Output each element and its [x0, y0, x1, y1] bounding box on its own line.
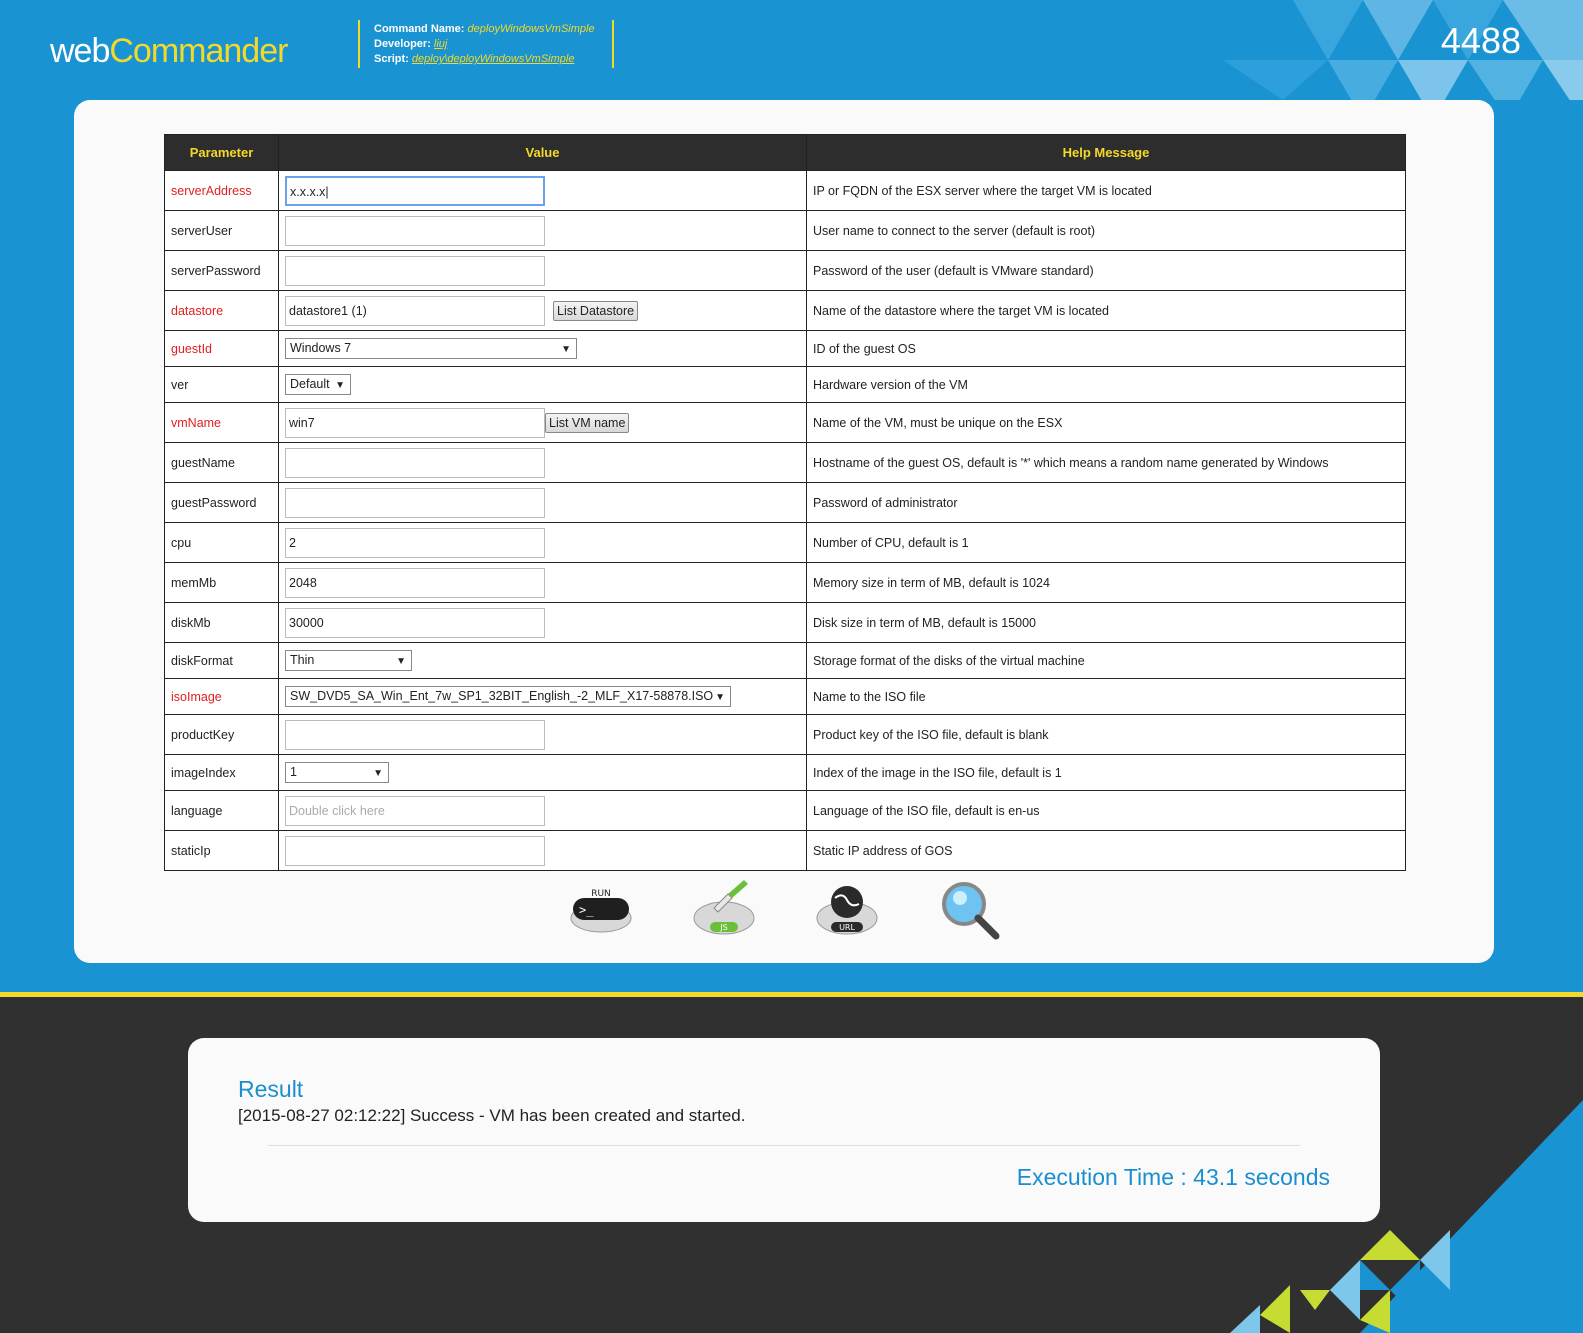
guest-id-select[interactable]: [285, 338, 577, 359]
help-message: Name of the datastore where the target VM is located: [807, 291, 1406, 331]
mem-mb-input[interactable]: 2048: [285, 568, 545, 598]
help-message: Index of the image in the ISO file, default is 1: [807, 755, 1406, 791]
cpu-input[interactable]: 2: [285, 528, 545, 558]
script-label: Script:: [374, 53, 409, 65]
url-icon[interactable]: [815, 878, 879, 942]
param-name: serverUser: [165, 211, 279, 251]
dropdown-arrow-icon: ▼: [561, 344, 571, 355]
dropdown-arrow-icon: ▼: [396, 656, 406, 667]
table-row: [165, 291, 1406, 331]
param-name: guestPassword: [165, 483, 279, 523]
server-address-input[interactable]: x.x.x.x|: [285, 176, 545, 206]
column-header-help: Help Message: [807, 135, 1406, 171]
table-row: [165, 211, 1406, 251]
table-row: [165, 755, 1406, 791]
product-key-input[interactable]: [285, 720, 545, 750]
header-bar: [0, 0, 1583, 100]
result-card: [188, 1038, 1380, 1222]
search-icon[interactable]: [938, 878, 1002, 942]
command-name-label: Command Name:: [374, 23, 465, 35]
command-name-value: deployWindowsVmSimple: [467, 23, 595, 35]
table-row: [165, 603, 1406, 643]
help-message: User name to connect to the server (default is root): [807, 211, 1406, 251]
run-icon-label: RUN: [591, 889, 611, 899]
param-name: cpu: [165, 523, 279, 563]
table-row: [165, 563, 1406, 603]
table-row: [165, 483, 1406, 523]
param-name: imageIndex: [165, 755, 279, 791]
help-message: Storage format of the disks of the virtual machine: [807, 643, 1406, 679]
select-value: Default: [290, 377, 330, 391]
table-row: [165, 403, 1406, 443]
url-icon-label: URL: [839, 923, 855, 932]
help-message: Static IP address of GOS: [807, 831, 1406, 871]
iso-image-select[interactable]: [285, 686, 731, 707]
help-message: Hardware version of the VM: [807, 367, 1406, 403]
static-ip-input[interactable]: [285, 836, 545, 866]
command-info: [358, 20, 614, 68]
table-row: [165, 831, 1406, 871]
table-row: [165, 331, 1406, 367]
param-name: language: [165, 791, 279, 831]
svg-text:>_: >_: [579, 903, 594, 917]
select-value: Windows 7: [290, 341, 352, 355]
help-message: IP or FQDN of the ESX server where the target VM is located: [807, 171, 1406, 211]
app-logo: [50, 32, 287, 71]
help-message: ID of the guest OS: [807, 331, 1406, 367]
table-row: [165, 171, 1406, 211]
param-name: memMb: [165, 563, 279, 603]
table-row: [165, 791, 1406, 831]
js-icon-label: JS: [720, 923, 728, 932]
datastore-input[interactable]: datastore1 (1): [285, 296, 545, 326]
disk-mb-input[interactable]: 30000: [285, 608, 545, 638]
param-name: serverAddress: [165, 171, 279, 211]
select-value: 1: [290, 765, 297, 779]
guest-password-input[interactable]: [285, 488, 545, 518]
image-index-select[interactable]: [285, 762, 389, 783]
triangle-decoration: [1223, 0, 1583, 100]
param-name: isoImage: [165, 679, 279, 715]
list-datastore-button[interactable]: List Datastore: [553, 301, 638, 321]
table-row: [165, 251, 1406, 291]
help-message: Disk size in term of MB, default is 15000: [807, 603, 1406, 643]
server-password-input[interactable]: [285, 256, 545, 286]
param-name: serverPassword: [165, 251, 279, 291]
language-input[interactable]: [285, 796, 545, 826]
list-vm-name-button[interactable]: List VM name: [545, 413, 629, 433]
param-name: ver: [165, 367, 279, 403]
table-row: [165, 443, 1406, 483]
job-id: 4488: [1440, 20, 1521, 61]
param-name: staticIp: [165, 831, 279, 871]
developer-label: Developer:: [374, 38, 431, 50]
logo-prefix: web: [50, 32, 110, 70]
run-icon[interactable]: [569, 878, 633, 942]
help-message: Memory size in term of MB, default is 1024: [807, 563, 1406, 603]
table-row: [165, 643, 1406, 679]
table-row: [165, 523, 1406, 563]
input-value: x.x.x.x: [290, 184, 326, 199]
language-placeholder: Double click here: [289, 803, 385, 818]
disk-format-select[interactable]: [285, 650, 412, 671]
parameter-card: [74, 100, 1494, 963]
param-name: productKey: [165, 715, 279, 755]
help-message: Name of the VM, must be unique on the ESX: [807, 403, 1406, 443]
select-value: Thin: [290, 653, 315, 667]
ver-select[interactable]: [285, 374, 351, 395]
dropdown-arrow-icon: ▼: [335, 380, 345, 391]
help-message: Password of the user (default is VMware standard): [807, 251, 1406, 291]
result-message: [2015-08-27 02:12:22] Success - VM has been created and started.: [238, 1106, 746, 1125]
logo-suffix: Commander: [109, 32, 288, 70]
help-message: Product key of the ISO file, default is blank: [807, 715, 1406, 755]
help-message: Password of administrator: [807, 483, 1406, 523]
column-header-parameter: Parameter: [165, 135, 279, 171]
table-row: [165, 679, 1406, 715]
execution-time: Execution Time : 43.1 seconds: [1016, 1164, 1330, 1190]
param-name: diskFormat: [165, 643, 279, 679]
column-header-value: Value: [279, 135, 807, 171]
help-message: Number of CPU, default is 1: [807, 523, 1406, 563]
parameter-table: [164, 134, 1406, 871]
param-name: guestName: [165, 443, 279, 483]
dropdown-arrow-icon: ▼: [715, 692, 725, 703]
help-message: Language of the ISO file, default is en-us: [807, 791, 1406, 831]
developer-link[interactable]: liuj: [433, 38, 448, 50]
param-name: guestId: [165, 331, 279, 367]
result-title: Result: [238, 1076, 304, 1102]
param-name: diskMb: [165, 603, 279, 643]
server-user-input[interactable]: [285, 216, 545, 246]
param-name: vmName: [165, 403, 279, 443]
help-message: Hostname of the guest OS, default is '*' which means a random name generated by Windows: [807, 443, 1406, 483]
script-link[interactable]: deploy\deployWindowsVmSimple: [411, 53, 575, 65]
select-value: SW_DVD5_SA_Win_Ent_7w_SP1_32BIT_English_-2_MLF_X17-58878.ISO: [290, 689, 714, 703]
vm-name-input[interactable]: win7: [285, 408, 545, 438]
table-row: [165, 715, 1406, 755]
param-name: datastore: [165, 291, 279, 331]
table-row: [165, 367, 1406, 403]
help-message: Name to the ISO file: [807, 679, 1406, 715]
guest-name-input[interactable]: [285, 448, 545, 478]
dropdown-arrow-icon: ▼: [373, 768, 383, 779]
result-divider: [268, 1145, 1300, 1146]
javascript-icon[interactable]: [692, 878, 756, 942]
